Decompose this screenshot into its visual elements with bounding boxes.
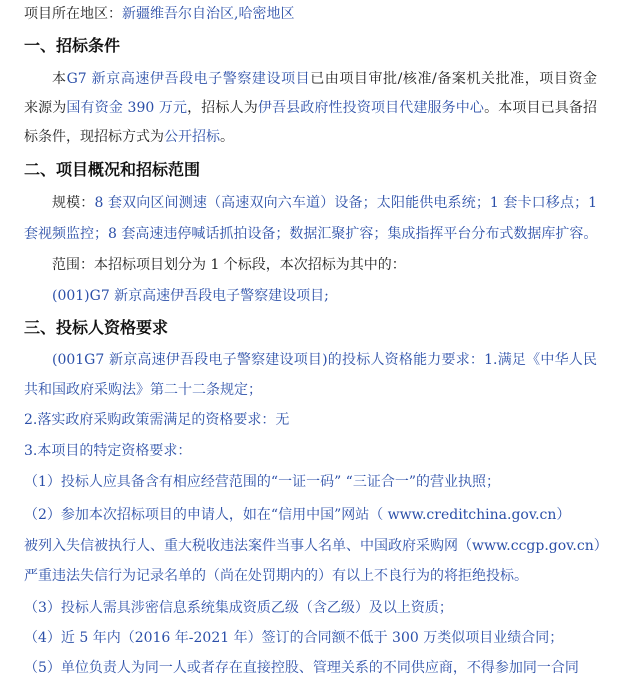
requirement-1: （1）投标人应具备含有相应经营范围的“一证一码” “三证合一”的营业执照； [24, 474, 500, 490]
requirement-2-cont-2: 严重违法失信行为记录名单的（尚在处罚期内的）有以上不良行为的将拒绝投标。 [24, 568, 528, 584]
text-run: 来源为 [24, 100, 67, 116]
section-1-paragraph-line-2 [24, 98, 597, 118]
text-run: 本 [52, 71, 67, 87]
lot-line: (001)G7 新京高速伊吾段电子警察建设项目; [52, 288, 329, 304]
scale-line-2: 套视频监控；8 套高速违停喊话抓拍设备；数据汇聚扩容；集成指挥平台分布式数据库扩容。 [24, 226, 598, 242]
scale-line-1 [52, 193, 597, 213]
requirement-5: （5）单位负责人为同一人或者存在直接控股、管理关系的不同供应商，不得参加同一合同 [24, 660, 579, 676]
location-value: 新疆维吾尔自治区,哈密地区 [122, 6, 295, 22]
qualification-line-1 [52, 350, 597, 370]
scope-line: 范围：本招标项目划分为 1 个标段，本次招标为其中的： [52, 257, 406, 273]
section-heading-2: 二、项目概况和招标范围 [24, 160, 201, 179]
requirement-3: （3）投标人需具涉密信息系统集成资质乙级（含乙级）及以上资质； [24, 600, 453, 616]
text-run: 标条件，现招标方式为 [24, 129, 164, 145]
requirement-4: （4）近 5 年内（2016 年-2021 年）签订的合同额不低于 300 万类似项目业绩合同； [24, 630, 564, 646]
text-run: 已由项目审批/核准/备案机关批准，项目资金 [310, 71, 598, 87]
scale-detail: 8 套双向区间测速（高速双向六车道）设备；太阳能供电系统；1 套卡口移点；1 [94, 195, 598, 211]
text-run: 。本项目已具备招 [484, 100, 598, 116]
text-run: 的投标人资格能力要求：1.满足《中华人民 [327, 352, 597, 368]
policy-line: 2.落实政府采购政策需满足的资格要求：无 [24, 412, 290, 428]
location-line [24, 4, 294, 24]
tenderer-name: 伊吾县政府性投资项目代建服务中心 [257, 100, 485, 116]
requirement-2-cont-1: 被列入失信被执行人、重大税收违法案件当事人名单、中国政府采购网（www.ccgp.gov.cn） [24, 538, 608, 554]
section-1-paragraph-line-1 [52, 69, 597, 89]
location-label: 项目所在地区： [24, 6, 122, 22]
project-name-link: G7 新京高速伊吾段电子警察建设项目 [66, 71, 311, 87]
specific-requirements-line: 3.本项目的特定资格要求： [24, 443, 192, 459]
lot-name: (001G7 新京高速伊吾段电子警察建设项目) [52, 352, 328, 368]
qualification-line-2: 共和国政府采购法》第二十二条规定； [24, 382, 262, 398]
text-run: ，招标人为 [187, 100, 258, 116]
requirement-2: （2）参加本次招标项目的申请人，如在“信用中国”网站（ www.creditchina.gov.cn） [24, 507, 571, 523]
section-heading-1: 一、招标条件 [24, 36, 121, 55]
section-heading-3: 三、投标人资格要求 [24, 318, 169, 337]
tender-method: 公开招标 [164, 129, 220, 145]
text-run: 规模： [52, 195, 95, 211]
fund-source: 国有资金 390 万元 [66, 100, 188, 116]
text-run: 。 [220, 129, 234, 145]
section-1-paragraph-line-3 [24, 127, 234, 147]
